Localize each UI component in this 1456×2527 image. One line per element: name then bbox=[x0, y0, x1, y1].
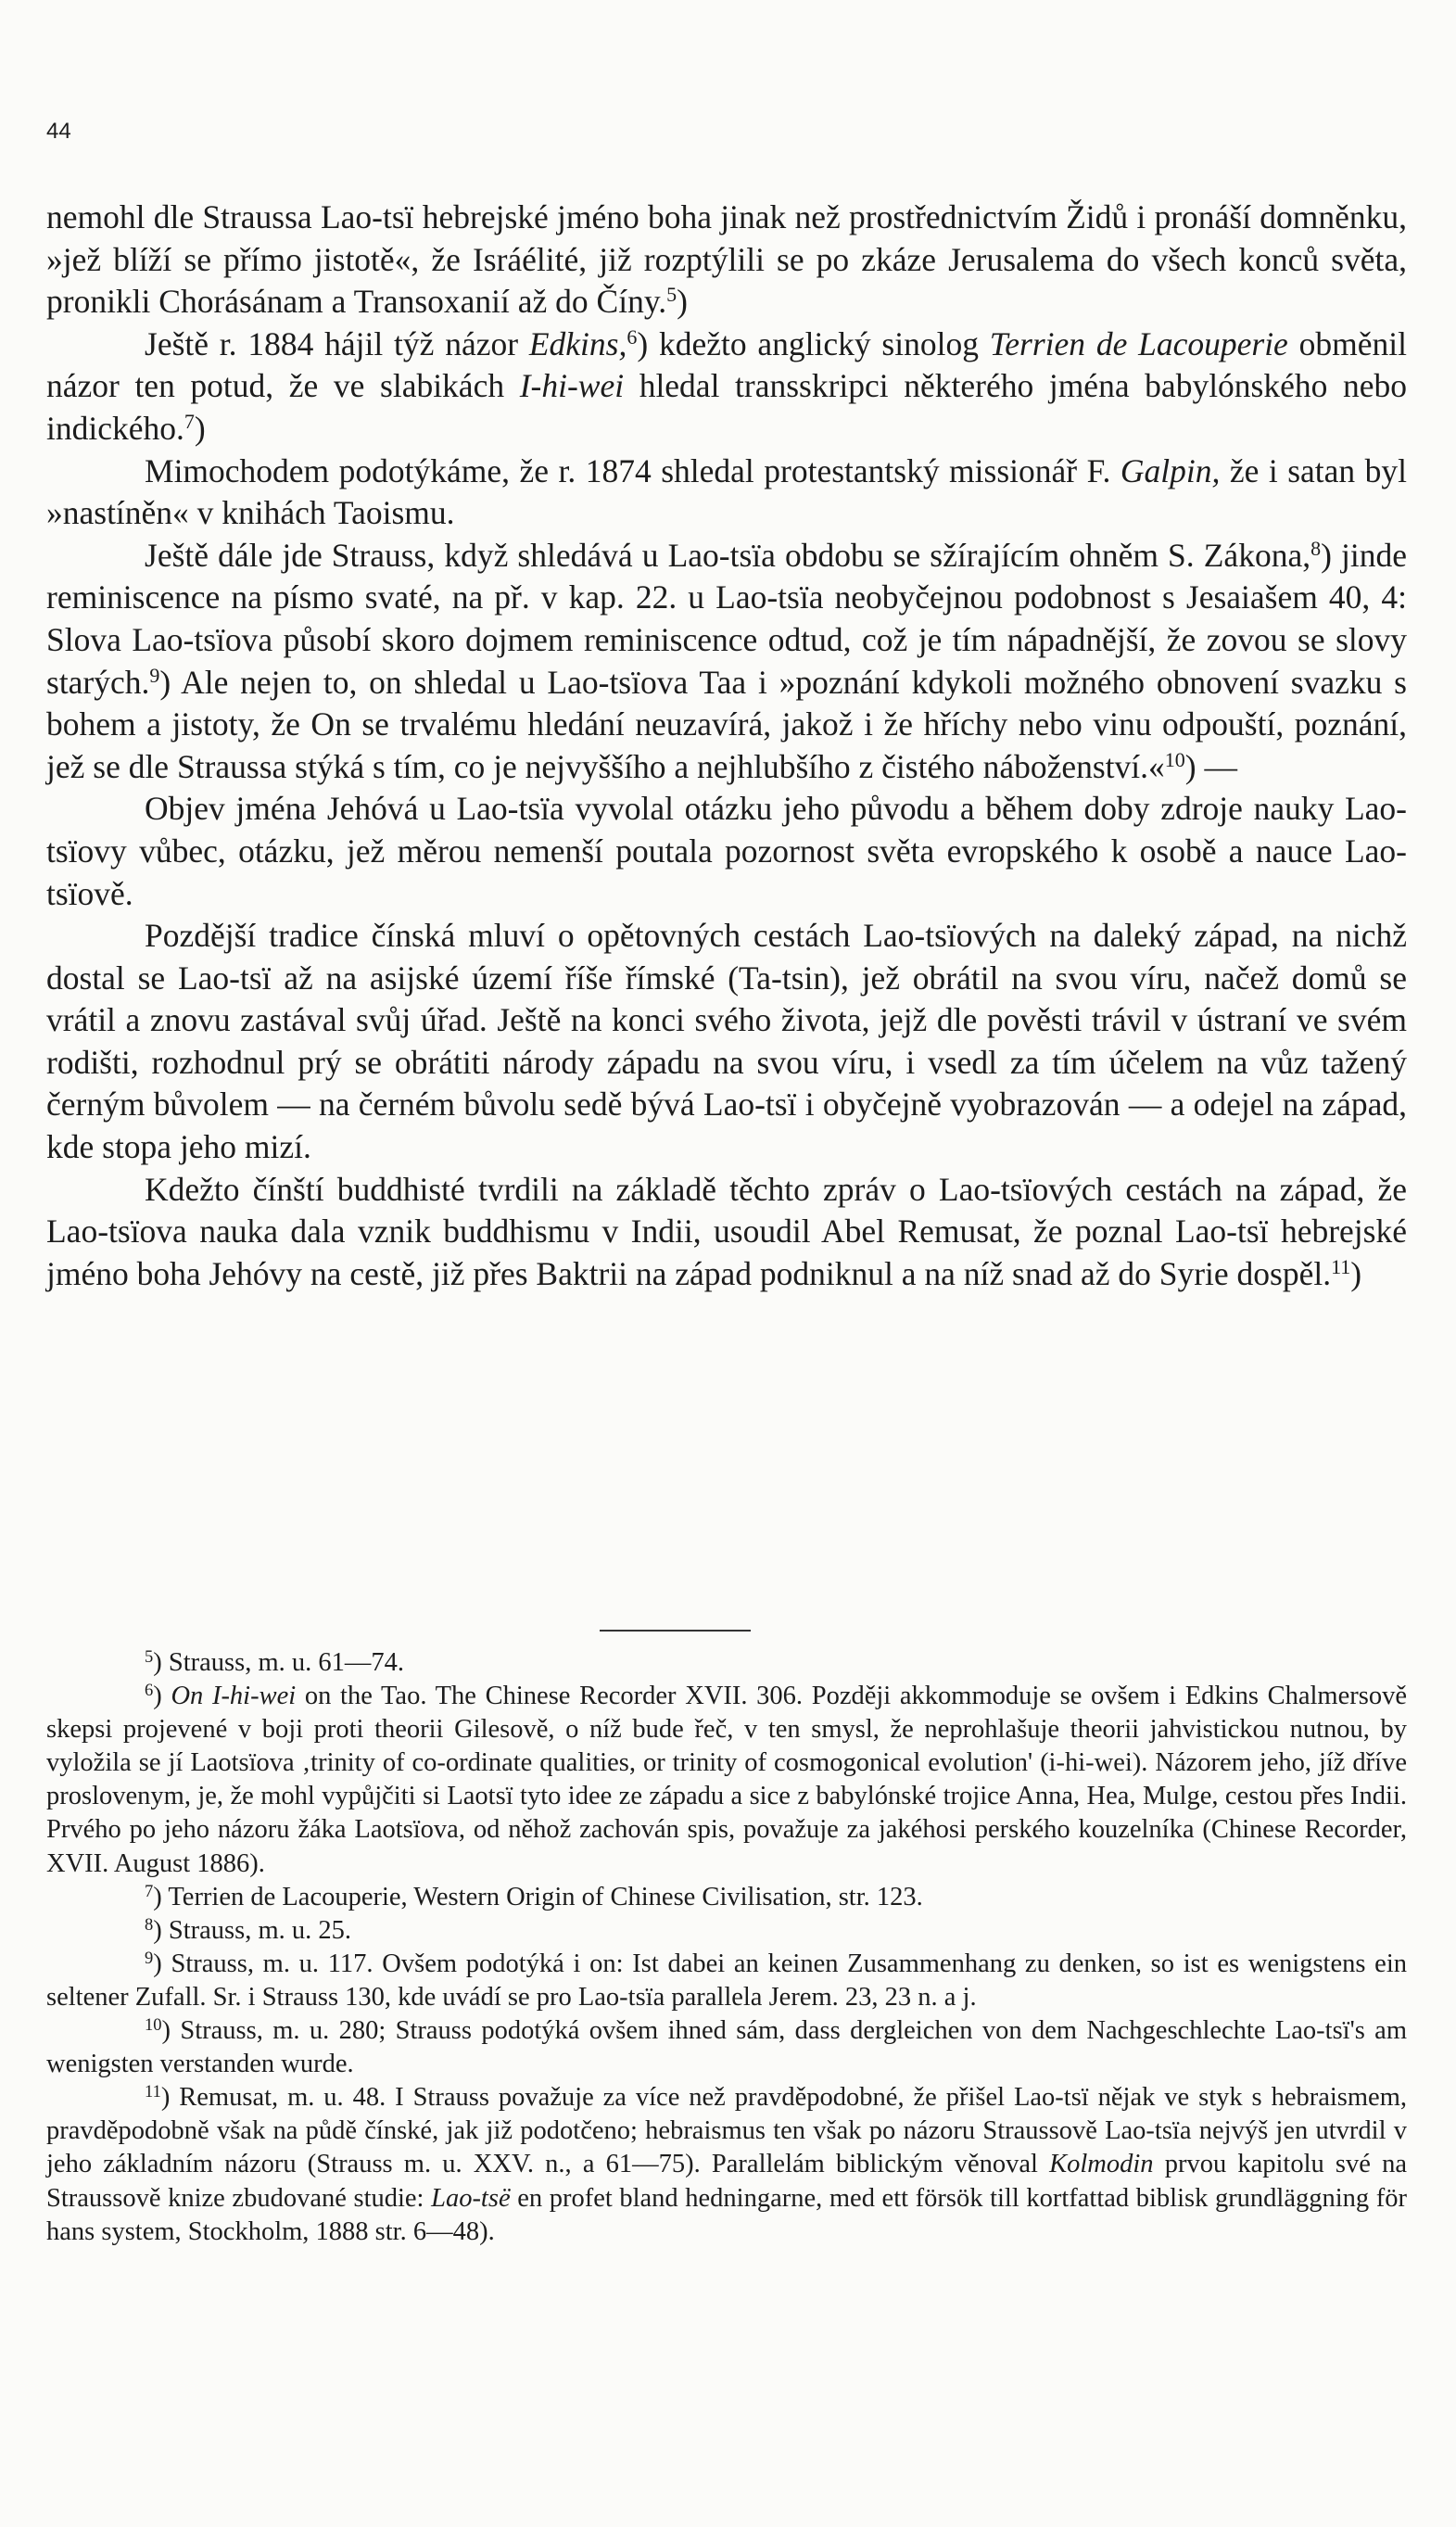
paragraph-2-text-c: obměnil názor ten potud, že ve slabikách bbox=[46, 324, 1407, 405]
footnote-9-text: Strauss, m. u. 117. Ovšem podotýká i on: Ist dabei an keinen Zusammenhang zu denken, so ist es wenigstens ein seltener Zufall. Sr. i Strauss 130, kde uvádí se pro Lao-tsïa parallela Jerem. 23, 23 n. a j. bbox=[46, 1949, 1407, 2012]
paragraph-4-text-c: Ale nejen to, on shledal u Lao-tsïova Taa i »poznání kdykoli možného obnovení svazku s bohem a jistoty, že On se trvalému hledání neuzavírá, jakož i že hříchy nebo vinu odpouští, poznání, jež se dle Straussa stýká s tím, co je nejvyššího a nejhlubšího z čistého náboženství.« bbox=[46, 663, 1407, 785]
footnote-ref-11: 11 bbox=[1331, 1254, 1351, 1278]
paragraph-1-text: nemohl dle Straussa Lao-tsï hebrejské jméno boha jinak než prostřednictvím Židů i pronáší domněnku, »jež blíží se přímo jistotě«, že Isráélité, již rozptýlili se po zkáze Jerusalema do všech konců světa, pronikli Chorásánam a Transoxanií až do Číny. bbox=[46, 198, 1407, 321]
footnote-11-text-b: prvou kapitolu své na Straussově knize zbudované studie: bbox=[46, 2150, 1407, 2213]
footnote-6-number: 6 bbox=[145, 1680, 154, 1700]
footnote-11: $^{11}$) Remusat, m. u. 48. I Strauss považuje za více než pravděpodobné, že přišel Lao-tsï nějak ve styk s hebraismem, pravděpodobně však na půdě čínské, jak již podotčeno; hebraismus ten však po názoru Straussově Lao-tsïa nejvýš jen utvrdil v jeho základním názoru (Strauss m. u. XXV. n., a 61—75). Parallelám biblickým věnoval Kolmodin prvou kapitolu své na Straussově knize zbudované studie: Lao-tsë en profet bland hedningarne, med ett försök till kortfattad biblisk grundläggning för hans system, Stockholm, 1888 str. 6—48). bbox=[46, 2081, 1408, 2246]
footnotes bbox=[46, 1646, 1407, 2249]
footnote-6-title: On I-hi-wei bbox=[171, 1682, 297, 1711]
footnote-5: $^5$) Strauss, m. u. 61—74. bbox=[145, 1646, 405, 1677]
paragraph-7: Kdežto čínští buddhisté tvrdili na základě těchto zpráv o Lao-tsïových cestách na západ, že Lao-tsïova nauka dala vznik buddhismu v Indii, usoudil Abel Remusat, že poznal Lao-tsï hebrejské jméno boha Jehóvy na cestě, již přes Baktrii na západ podniknul a na níž snad až do Syrie dospěl.$^{11}$) bbox=[46, 1170, 1407, 1292]
paragraph-2-text-a: Ještě r. 1884 hájil týž názor bbox=[145, 324, 529, 362]
footnote-7-number: 7 bbox=[145, 1881, 154, 1901]
footnote-9-number: 9 bbox=[145, 1948, 154, 1968]
paragraph-6: Pozdější tradice čínská mluví o opětovných cestách Lao-tsïových na daleký západ, na nichž dostal se Lao-tsï až na asijské území říše římské (Ta-tsin), jež obrátil na svou víru, načež domů se vrátil a znovu zastával svůj úřad. Ještě na konci svého života, jejž dle pověsti trávil v ústraní ve svém rodišti, rozhodnul prý se obrátiti národy západu na svou víru, i vsedl za tím účelem na vůz tažený černým bůvolem — na černém bůvolu sedě bývá Lao-tsï i obyčejně vyobrazován — a odejel na západ, kde stopa jeho mizí. bbox=[46, 917, 1407, 1166]
paragraph-7-text: Kdežto čínští buddhisté tvrdili na základě těchto zpráv o Lao-tsïových cestách na západ, že Lao-tsïova nauka dala vznik buddhismu v Indii, usoudil Abel Remusat, že poznal Lao-tsï hebrejské jméno boha Jehóvy na cestě, již přes Baktrii na západ podniknul a na níž snad až do Syrie dospěl. bbox=[46, 1170, 1407, 1292]
term-i-hi-wei: I-hi-wei bbox=[519, 367, 625, 405]
page-number: 44 bbox=[46, 119, 71, 144]
footnote-8-text: Strauss, m. u. 25. bbox=[161, 1915, 352, 1945]
footnote-separator bbox=[600, 1630, 751, 1632]
footnote-6-text: on the Tao. The Chinese Recorder XVII. 306. Později akkommoduje se ovšem i Edkins Chalmersově skepsi projevené v boji proti theorii Gilesově, o níž bude řeč, v ten smysl, že neprohlašuje theorii jahvistickou nutnou, by vyložila se jí Laotsïova ‚trinity of co-ordinate qualities, or trinity of cosmogonical evolution' (i-hi-wei). Názorem jeho, jíž dříve proslovenym, je, že mohl vypůjčiti si Laotsï tyto idee ze západu a sice z babylónské trojice Anna, Hea, Mulge, cestou přes Indii. Prvého po jeho názoru žáka Laotsïova, od něhož zachován spis, považuje za jakéhosi perského kouzelníka (Chinese Recorder, XVII. August 1886). bbox=[46, 1682, 1407, 1878]
author-terrien: Terrien de Lacouperie bbox=[989, 324, 1288, 362]
paragraph-2-text-b: kdežto anglický sinolog bbox=[648, 324, 990, 362]
footnote-ref-10: 10 bbox=[1164, 747, 1185, 771]
paragraph-2: Ještě r. 1884 hájil týž názor Edkins,$^6$) kdežto anglický sinolog Terrien de Lacouperie obměnil názor ten potud, že ve slabikách I-hi-wei hledal transskripci některého jména babylónského nebo indického.$^7$) bbox=[46, 324, 1407, 447]
footnote-10: $^{10}$) Strauss, m. u. 280; Strauss podotýká ovšem ihned sám, dass dergleichen von dem Nachgeschlechte Lao-tsï's am wenigsten verstanden wurde. bbox=[46, 2014, 1407, 2079]
author-galpin: Galpin, bbox=[1120, 451, 1221, 489]
paragraph-4-text-b: jinde reminiscence na písmo svaté, na př. v kap. 22. u Lao-tsïa neobyčejnou podobnost s Jesaiašem 40, 4: Slova Lao-tsïova působí skoro dojmem reminiscence odtud, což je tím nápadnější, že zovou se slovy starých. bbox=[46, 536, 1407, 701]
author-kolmodin: Kolmodin bbox=[1049, 2150, 1154, 2179]
footnote-ref-5: 5 bbox=[666, 283, 677, 307]
paragraph-5: Objev jména Jehóvá u Lao-tsïa vyvolal otázku jeho původu a během doby zdroje nauky Lao-tsïovy vůbec, otázku, jež měrou nemenší poutala pozornost světa evropského k osobě a nauce Lao-tsïově. bbox=[46, 790, 1407, 912]
paragraph-4-text-a: Ještě dále jde Strauss, když shledává u Lao-tsïa obdobu se sžírajícím ohněm S. Zákona, bbox=[145, 536, 1311, 574]
footnote-6: $^6$) On I-hi-wei on the Tao. The Chinese Recorder XVII. 306. Později akkommoduje se ovšem i Edkins Chalmersově skepsi projevené v boji proti theorii Gilesově, o níž bude řeč, v ten smysl, že neprohlašuje theorii jahvistickou nutnou, by vyložila se jí Laotsïova ‚trinity of co-ordinate qualities, or trinity of cosmogonical evolution' (i-hi-wei). Názorem jeho, jíž dříve proslovenym, je, že mohl vypůjčiti si Laotsï tyto idee ze západu a sice z babylónské trojice Anna, Hea, Mulge, cestou přes Indii. Prvého po jeho názoru žáka Laotsïova, od něhož zachován spis, považuje za jakéhosi perského kouzelníka (Chinese Recorder, XVII. August 1886). bbox=[46, 1680, 1407, 1878]
title-lao-tse: Lao-tsë bbox=[431, 2183, 511, 2213]
body-text bbox=[46, 197, 1407, 1295]
author-edkins: Edkins, bbox=[528, 324, 627, 362]
paragraph-4-text-d: — bbox=[1196, 747, 1237, 785]
paragraph-3 bbox=[46, 451, 1407, 535]
paragraph-3-text-a: Mimochodem podotýkáme, že r. 1874 shledal protestantský missionář F. bbox=[145, 451, 1120, 489]
footnote-7-text: Terrien de Lacouperie, Western Origin of Chinese Civilisation, str. 123. bbox=[161, 1882, 923, 1911]
paragraph-4: Ještě dále jde Strauss, když shledává u Lao-tsïa obdobu se sžírajícím ohněm S. Zákona,$^8$) jinde reminiscence na písmo svaté, na př. v kap. 22. u Lao-tsïa neobyčejnou podobnost s Jesaiašem 40, 4: Slova Lao-tsïova působí skoro dojmem reminiscence odtud, což je tím nápadnější, že zovou se slovy starých.$^9$) Ale nejen to, on shledal u Lao-tsïova Taa i »poznání kdykoli možného obnovení svazku s bohem a jistoty, že On se trvalému hledání neuzavírá, jakož i že hříchy nebo vinu odpouští, poznání, jež se dle Straussa stýká s tím, co je nejvyššího a nejhlubšího z čistého náboženství.«$^{10}$) — bbox=[46, 536, 1407, 785]
paragraph-1: nemohl dle Straussa Lao-tsï hebrejské jméno boha jinak než prostřednictvím Židů i pronáší domněnku, »jež blíží se přímo jistotě«, že Isráélité, již rozptýlili se po zkáze Jerusalema do všech konců světa, pronikli Chorásánam a Transoxanií až do Číny.$^5$) bbox=[46, 198, 1407, 321]
footnote-5-number: 5 bbox=[145, 1646, 154, 1667]
footnote-9: $^9$) Strauss, m. u. 117. Ovšem podotýká i on: Ist dabei an keinen Zusammenhang zu denken, so ist es wenigstens ein seltener Zufall. Sr. i Strauss 130, kde uvádí se pro Lao-tsïa parallela Jerem. 23, 23 n. a j. bbox=[46, 1948, 1407, 2012]
footnote-10-number: 10 bbox=[145, 2014, 162, 2035]
footnote-ref-9: 9 bbox=[149, 663, 160, 687]
footnote-5-text: Strauss, m. u. 61—74. bbox=[161, 1648, 405, 1677]
footnote-ref-8: 8 bbox=[1310, 536, 1322, 560]
footnote-11-number: 11 bbox=[145, 2081, 161, 2102]
footnote-ref-7: 7 bbox=[184, 409, 195, 433]
paragraph-3-text-b: že i satan byl »nastíněn« v knihách Taoismu. bbox=[46, 451, 1407, 532]
footnote-10-text: Strauss, m. u. 280; Strauss podotýká ovšem ihned sám, dass dergleichen von dem Nachgeschlechte Lao-tsï's am wenigsten verstanden wurde. bbox=[46, 2016, 1407, 2079]
footnote-ref-6: 6 bbox=[627, 324, 638, 349]
footnote-8: $^8$) Strauss, m. u. 25. bbox=[145, 1914, 352, 1945]
footnote-8-number: 8 bbox=[145, 1914, 154, 1935]
footnote-11-text-c: en profet bland hedningarne, med ett försök till kortfattad biblisk grundläggning för hans system, Stockholm, 1888 str. 6—48). bbox=[46, 2183, 1408, 2246]
footnote-7: $^7$) Terrien de Lacouperie, Western Origin of Chinese Civilisation, str. 123. bbox=[145, 1881, 923, 1911]
paragraph-2-text-d: hledal transskripci některého jména babylónského nebo indického. bbox=[46, 367, 1407, 447]
footnote-11-text-a: Remusat, m. u. 48. I Strauss považuje za více než pravděpodobné, že přišel Lao-tsï nějak ve styk s hebraismem, pravděpodobně však na půdě čínské, jak již podotčeno; hebraismus ten však po názoru Straussově Lao-tsïa nejvýš jen utvrdil v jeho základním názoru (Strauss m. u. XXV. n., a 61—75). Parallelám biblickým věnoval bbox=[46, 2083, 1407, 2179]
